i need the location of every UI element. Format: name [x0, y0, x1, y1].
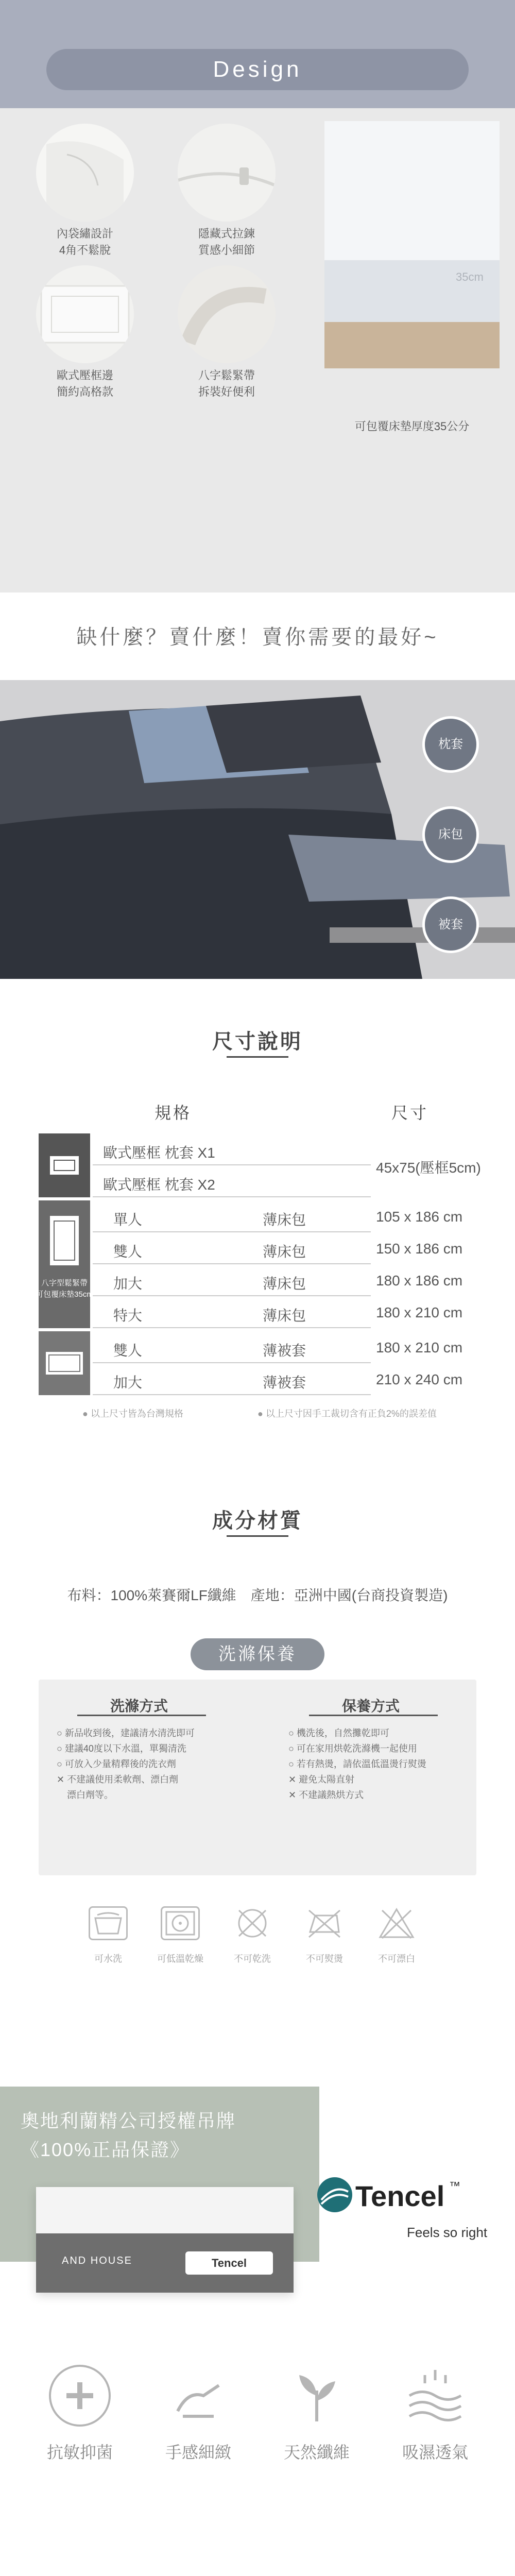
tencel-section — [0, 2087, 515, 2524]
wash-item: ○ 建議40度以下水溫，單獨清洗 — [57, 1743, 186, 1754]
tencel-logo: Tencel — [355, 2180, 445, 2212]
col-header-spec: 規格 — [154, 1104, 192, 1122]
feature-caption-line: 隱藏式拉鍊 — [198, 227, 255, 240]
care-item-text: 若有熱燙，請依溫低溫燙行熨燙 — [296, 1759, 426, 1769]
design-title: Design — [46, 49, 469, 90]
tagline: 缺什麼？賣什麼！賣你需要的最好~ — [76, 626, 439, 649]
material-title: 成分材質 — [212, 1510, 303, 1532]
row-size: 加大 — [113, 1276, 143, 1292]
elastic-band-icon — [178, 265, 276, 363]
care-item: ○ 可在家用烘乾洗滌機一起使用 — [288, 1743, 417, 1754]
wash-item-text: 可放入少量精釋後的洗衣劑 — [64, 1759, 176, 1769]
symbol-caption: 不可乾洗 — [234, 1954, 271, 1964]
bed-photo — [0, 680, 515, 979]
fitted-sheet-icon — [39, 1200, 90, 1328]
hand-wash-icon — [89, 1906, 128, 1940]
pillow-row — [93, 1165, 371, 1197]
tencel-slogan: Feels so right — [407, 2225, 488, 2240]
size-note-left-text: 以上尺寸皆為台灣規格 — [90, 1409, 183, 1419]
row-dim: 105 x 186 cm — [376, 1209, 463, 1225]
mattress-caption: 可包覆床墊厚度35公分 — [354, 420, 470, 433]
fabric-info: 布料：100%萊賽爾LF纖維 產地：亞洲中國(台商投資製造) — [67, 1587, 448, 1603]
wash-method-title: 洗滌方式 — [110, 1698, 168, 1714]
fitted-row — [93, 1232, 371, 1264]
row-size: 雙人 — [113, 1244, 143, 1260]
fitted-row — [93, 1200, 371, 1232]
pillow-icon — [39, 1133, 90, 1197]
row-type: 薄被套 — [263, 1375, 306, 1391]
card-logo: Tencel — [185, 2251, 273, 2275]
care-item: ○ 機洗後，自然攤乾即可 — [288, 1728, 389, 1738]
tagline-section — [0, 592, 515, 680]
wash-item: ✕ 不建議使用柔軟劑、漂白劑 — [57, 1774, 179, 1785]
feature-caption-line: 拆裝好便利 — [198, 385, 255, 398]
size-note-right: ● 以上尺寸因手工裁切含有正負2%的誤差值 — [258, 1409, 437, 1419]
care-item-text: 不建議熱烘方式 — [299, 1790, 364, 1800]
feature-caption-line: 質感小細節 — [198, 244, 255, 257]
care-title-rule — [309, 1715, 438, 1716]
tencel-leaf-icon — [314, 2174, 355, 2215]
fitted-icon-box — [39, 1200, 90, 1328]
production-wheel-section — [0, 2524, 515, 2576]
duvet-row — [93, 1331, 371, 1363]
fitted-note — [30, 1278, 99, 1300]
badge-pillowcase: 枕套 — [422, 716, 479, 773]
symbol-caption: 不可熨燙 — [306, 1954, 343, 1964]
care-item-text: 避免太陽直射 — [299, 1774, 355, 1785]
card-brand: AND HOUSE — [62, 2255, 132, 2266]
mattress-side — [324, 260, 500, 322]
size-note-right-text: 以上尺寸因手工裁切含有正負2%的誤差值 — [265, 1409, 437, 1419]
row-type: 薄床包 — [263, 1244, 306, 1260]
badge-fitted-sheet: 床包 — [422, 806, 479, 863]
care-item-text: 機洗後，自然攤乾即可 — [296, 1728, 389, 1738]
pillow-row-name: 歐式壓框 枕套 X2 — [103, 1177, 215, 1193]
zipper-detail-icon — [178, 124, 276, 222]
mattress-photo — [324, 121, 500, 368]
row-size: 單人 — [113, 1212, 143, 1228]
hang-tag-card — [36, 2187, 294, 2293]
bed-frame — [324, 322, 500, 368]
pillow-frame-icon — [36, 265, 134, 363]
feature-label: 手感細緻 — [165, 2443, 231, 2462]
duvet-row — [93, 1363, 371, 1395]
tencel-tm: ™ — [449, 2179, 460, 2192]
row-type: 薄床包 — [263, 1308, 306, 1324]
feature-caption — [170, 367, 283, 400]
row-dim: 180 x 210 cm — [376, 1340, 463, 1355]
feature-label: 抗敏抑菌 — [46, 2443, 113, 2462]
row-dim: 210 x 240 cm — [376, 1371, 463, 1387]
row-type: 薄床包 — [263, 1212, 306, 1228]
fitted-row — [93, 1296, 371, 1328]
duvet-icon — [39, 1331, 90, 1395]
wash-item: ○ 可放入少量精釋後的洗衣劑 — [57, 1759, 176, 1769]
col-header-size: 尺寸 — [391, 1104, 429, 1122]
feature-caption — [28, 367, 142, 400]
size-chart-title: 尺寸說明 — [212, 1030, 303, 1053]
feature-caption-line: 內袋繡設計 — [56, 227, 113, 240]
feature-label: 天然纖維 — [283, 2443, 350, 2462]
care-item: ✕ 不建議熱烘方式 — [288, 1790, 364, 1800]
size-chart-section — [0, 979, 515, 1494]
mattress-top — [324, 121, 500, 260]
wash-title-rule — [77, 1715, 206, 1716]
feature-caption — [170, 226, 283, 259]
no-bleach-icon — [377, 1906, 416, 1940]
care-title: 洗滌保養 — [191, 1638, 324, 1670]
row-type: 薄被套 — [263, 1343, 306, 1359]
feature-photo-elastic — [178, 265, 276, 363]
symbol-caption: 可低溫乾燥 — [157, 1954, 203, 1964]
row-dim: 150 x 186 cm — [376, 1241, 463, 1257]
fitted-row — [93, 1264, 371, 1296]
pillow-row-name: 歐式壓框 枕套 X1 — [103, 1145, 215, 1161]
feature-photo-frame — [36, 265, 134, 363]
feature-photo-zipper — [178, 124, 276, 222]
feature-photo-corner — [36, 124, 134, 222]
feature-caption-line: 八字鬆緊帶 — [198, 369, 255, 382]
row-size: 雙人 — [113, 1343, 143, 1359]
care-item: ✕ 避免太陽直射 — [288, 1774, 355, 1785]
corner-detail-icon — [36, 124, 134, 222]
feature-caption — [28, 226, 142, 259]
care-item: ○ 若有熱燙，請依溫低溫燙行熨燙 — [288, 1759, 426, 1769]
no-dry-clean-icon — [233, 1906, 272, 1940]
row-type: 薄床包 — [263, 1276, 306, 1292]
size-note-left: ● 以上尺寸皆為台灣規格 — [82, 1409, 183, 1419]
no-iron-icon — [305, 1906, 344, 1940]
material-section — [0, 1494, 515, 2087]
moisture-wicking-icon — [404, 2365, 466, 2427]
tencel-headline-2: 《100%正品保證》 — [21, 2139, 190, 2160]
mattress-depth-tag: 35cm — [456, 270, 484, 283]
badge-duvet-cover: 被套 — [422, 896, 479, 953]
row-size: 特大 — [113, 1308, 143, 1324]
wash-item-cont: 漂白劑等。 — [67, 1790, 113, 1800]
fitted-note-line: 可包覆床墊35cm — [36, 1290, 93, 1299]
wash-item: ○ 新品收到後，建議清水清洗即可 — [57, 1728, 195, 1738]
symbol-caption: 不可漂白 — [378, 1954, 415, 1964]
pillow-row — [93, 1133, 371, 1165]
feature-caption-line: 歐式壓框邊 — [56, 369, 113, 382]
care-item-text: 可在家用烘乾洗滌機一起使用 — [296, 1743, 417, 1754]
duvet-icon-box — [39, 1331, 90, 1395]
design-section — [0, 0, 515, 592]
row-size: 加大 — [113, 1375, 143, 1391]
wash-item-text: 建議40度以下水溫，單獨清洗 — [64, 1743, 186, 1754]
wash-item-text: 不建議使用柔軟劑、漂白劑 — [67, 1774, 179, 1785]
feature-label: 吸濕透氣 — [402, 2443, 468, 2462]
pillow-size: 45x75(壓框5cm) — [376, 1160, 481, 1176]
symbol-caption: 可水洗 — [94, 1954, 122, 1964]
wash-item-text: 新品收到後，建議清水清洗即可 — [64, 1728, 195, 1738]
care-method-title: 保養方式 — [341, 1698, 400, 1714]
natural-fiber-icon — [286, 2365, 348, 2427]
row-dim: 180 x 186 cm — [376, 1273, 463, 1289]
row-dim: 180 x 210 cm — [376, 1304, 463, 1320]
fitted-note-line: 八字型鬆緊帶 — [41, 1279, 88, 1287]
title-rule — [227, 1535, 288, 1537]
feature-caption-line: 4角不鬆脫 — [59, 244, 111, 257]
tencel-headline-1: 奧地利蘭精公司授權吊牌 — [21, 2110, 236, 2131]
hand-feel-icon — [167, 2365, 229, 2427]
pillow-icon-box — [39, 1133, 90, 1197]
title-rule — [227, 1056, 288, 1058]
tumble-dry-low-icon — [161, 1906, 200, 1940]
antibacterial-icon — [49, 2365, 111, 2427]
feature-caption-line: 簡約高格款 — [56, 385, 113, 398]
